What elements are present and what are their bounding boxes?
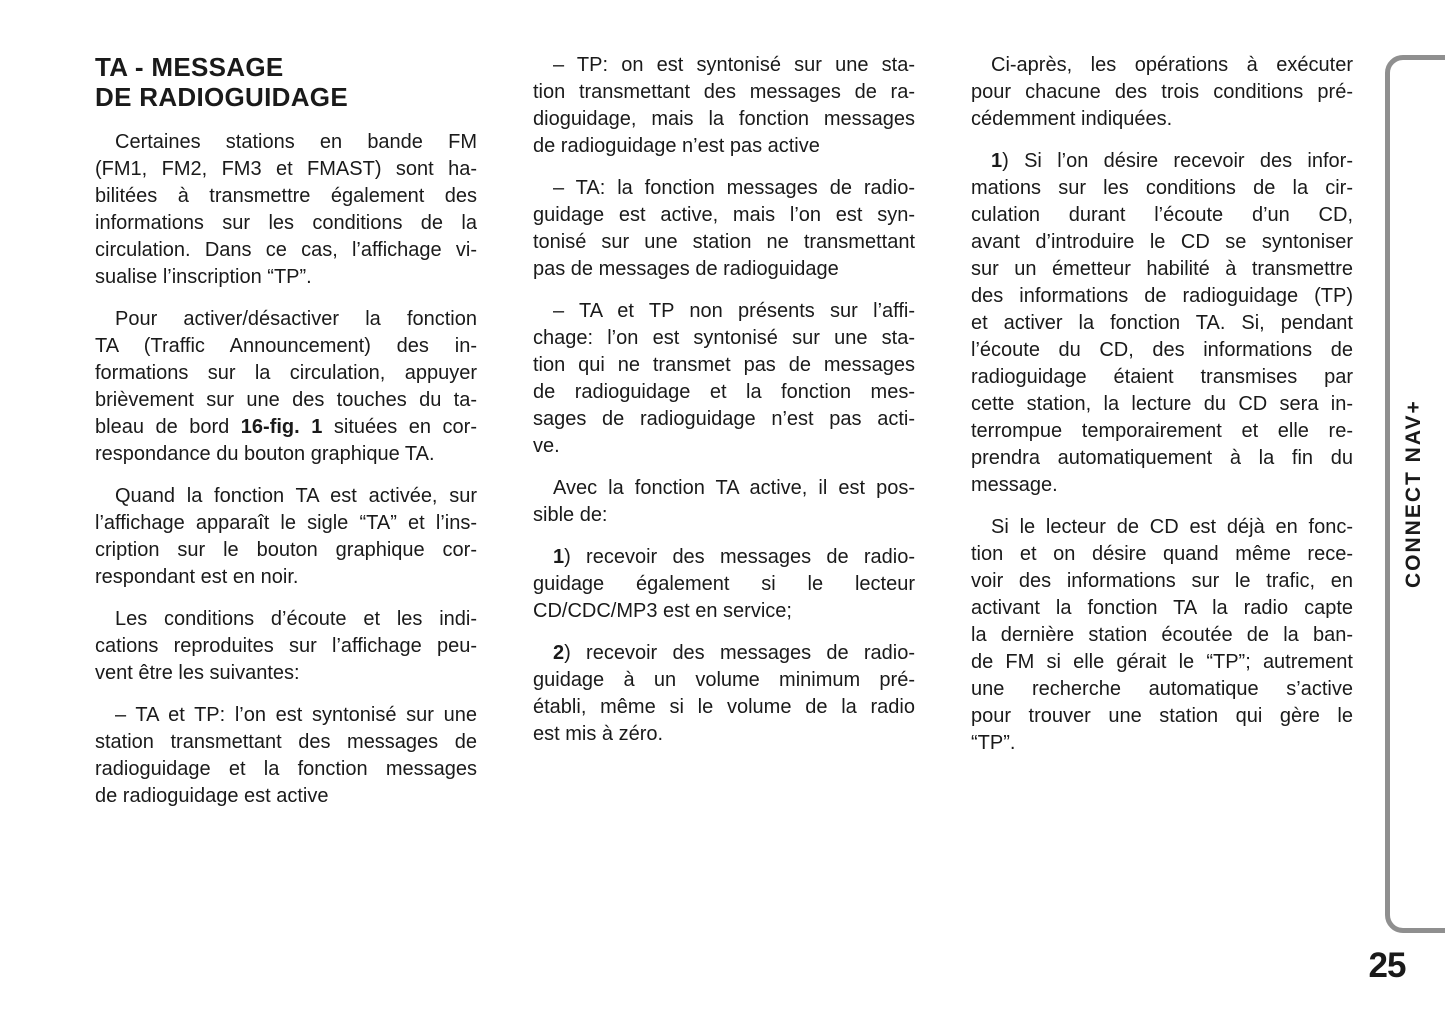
page-number: 25 [1368, 946, 1406, 985]
section-tab-label: CONNECT NAV+ [1402, 399, 1425, 589]
paragraph: 2) recevoir des messages de radio- guidage à un volume minimum pré- établi, même si le volume de la radio est mis à zéro. [533, 642, 915, 745]
paragraph: Avec la fonction TA active, il est pos- sible de: [533, 477, 915, 526]
paragraph: Si le lecteur de CD est déjà en fonc- tion et on désire quand même rece- voir des informations sur le trafic, en activant la fonction TA la radio capte la dernière station écoutée de la ban- de FM si elle gérait le “TP”; autrement une recherche automatique s’active pour trouver une station qui gère le “TP”. [971, 516, 1353, 754]
paragraph: Pour activer/désactiver la fonction TA (Traffic Announcement) des in- formations sur la circulation, appuyer brièvement sur une des touches du ta- bleau de bord 16-fig. 1 situées en cor- respondance du bouton graphique TA. [95, 308, 478, 465]
column-3 [971, 52, 1353, 825]
paragraph: Les conditions d’écoute et les indi- cations reproduites sur l’affichage peu- vent être les suivantes: [95, 608, 477, 684]
column-1 [95, 52, 477, 825]
paragraph: – TA: la fonction messages de radio- guidage est active, mais l’on est syn- tonisé sur une station ne transmettant pas de messages de radioguidage [533, 177, 915, 280]
section-heading: TA - MESSAGE DE RADIOGUIDAGE [95, 52, 348, 112]
column-2 [533, 52, 915, 825]
paragraph: – TP: on est syntonisé sur une sta- tion transmettant des messages de ra- dioguidage, mais la fonction messages de radioguidage n’est pas active [533, 54, 915, 157]
paragraph: Certaines stations en bande FM (FM1, FM2, FM3 et FMAST) sont ha- bilitées à transmettre également des informations sur les conditions de la circulation. Dans ce cas, l’affichage vi- sualise l’inscription “TP”. [95, 131, 477, 288]
paragraph: Ci-après, les opérations à exécuter pour chacune des trois conditions pré- cédemment indiquées. [971, 54, 1353, 130]
text-columns [95, 52, 1353, 825]
paragraph: 1) recevoir des messages de radio- guidage également si le lecteur CD/CDC/MP3 est en service; [533, 546, 915, 622]
paragraph: – TA et TP non présents sur l’affi- chage: l’on est syntonisé sur une sta- tion qui ne transmet pas de messages de radioguidage et la fonction mes- sages de radioguidage n’est pas acti- ve. [533, 300, 915, 457]
paragraph: Quand la fonction TA est activée, sur l’affichage apparaît le sigle “TA” et l’ins- cription sur le bouton graphique cor- respondant est en noir. [95, 485, 477, 588]
paragraph: 1) Si l’on désire recevoir des infor- mations sur les conditions de la cir- culation durant l’écoute d’un CD, avant d’introduire le CD se syntoniser sur un émetteur habilité à transmettre des informations de radioguidage (TP) et activer la fonction TA. Si, pendant l’écoute du CD, des informations de radioguidage étaient transmises par cette station, la lecture du CD sera in- terrompue temporairement et elle re- prendra automatiquement à la fin du message. [971, 150, 1353, 496]
paragraph: – TA et TP: l’on est syntonisé sur une station transmettant des messages de radioguidage et la fonction messages de radioguidage est active [95, 704, 477, 807]
